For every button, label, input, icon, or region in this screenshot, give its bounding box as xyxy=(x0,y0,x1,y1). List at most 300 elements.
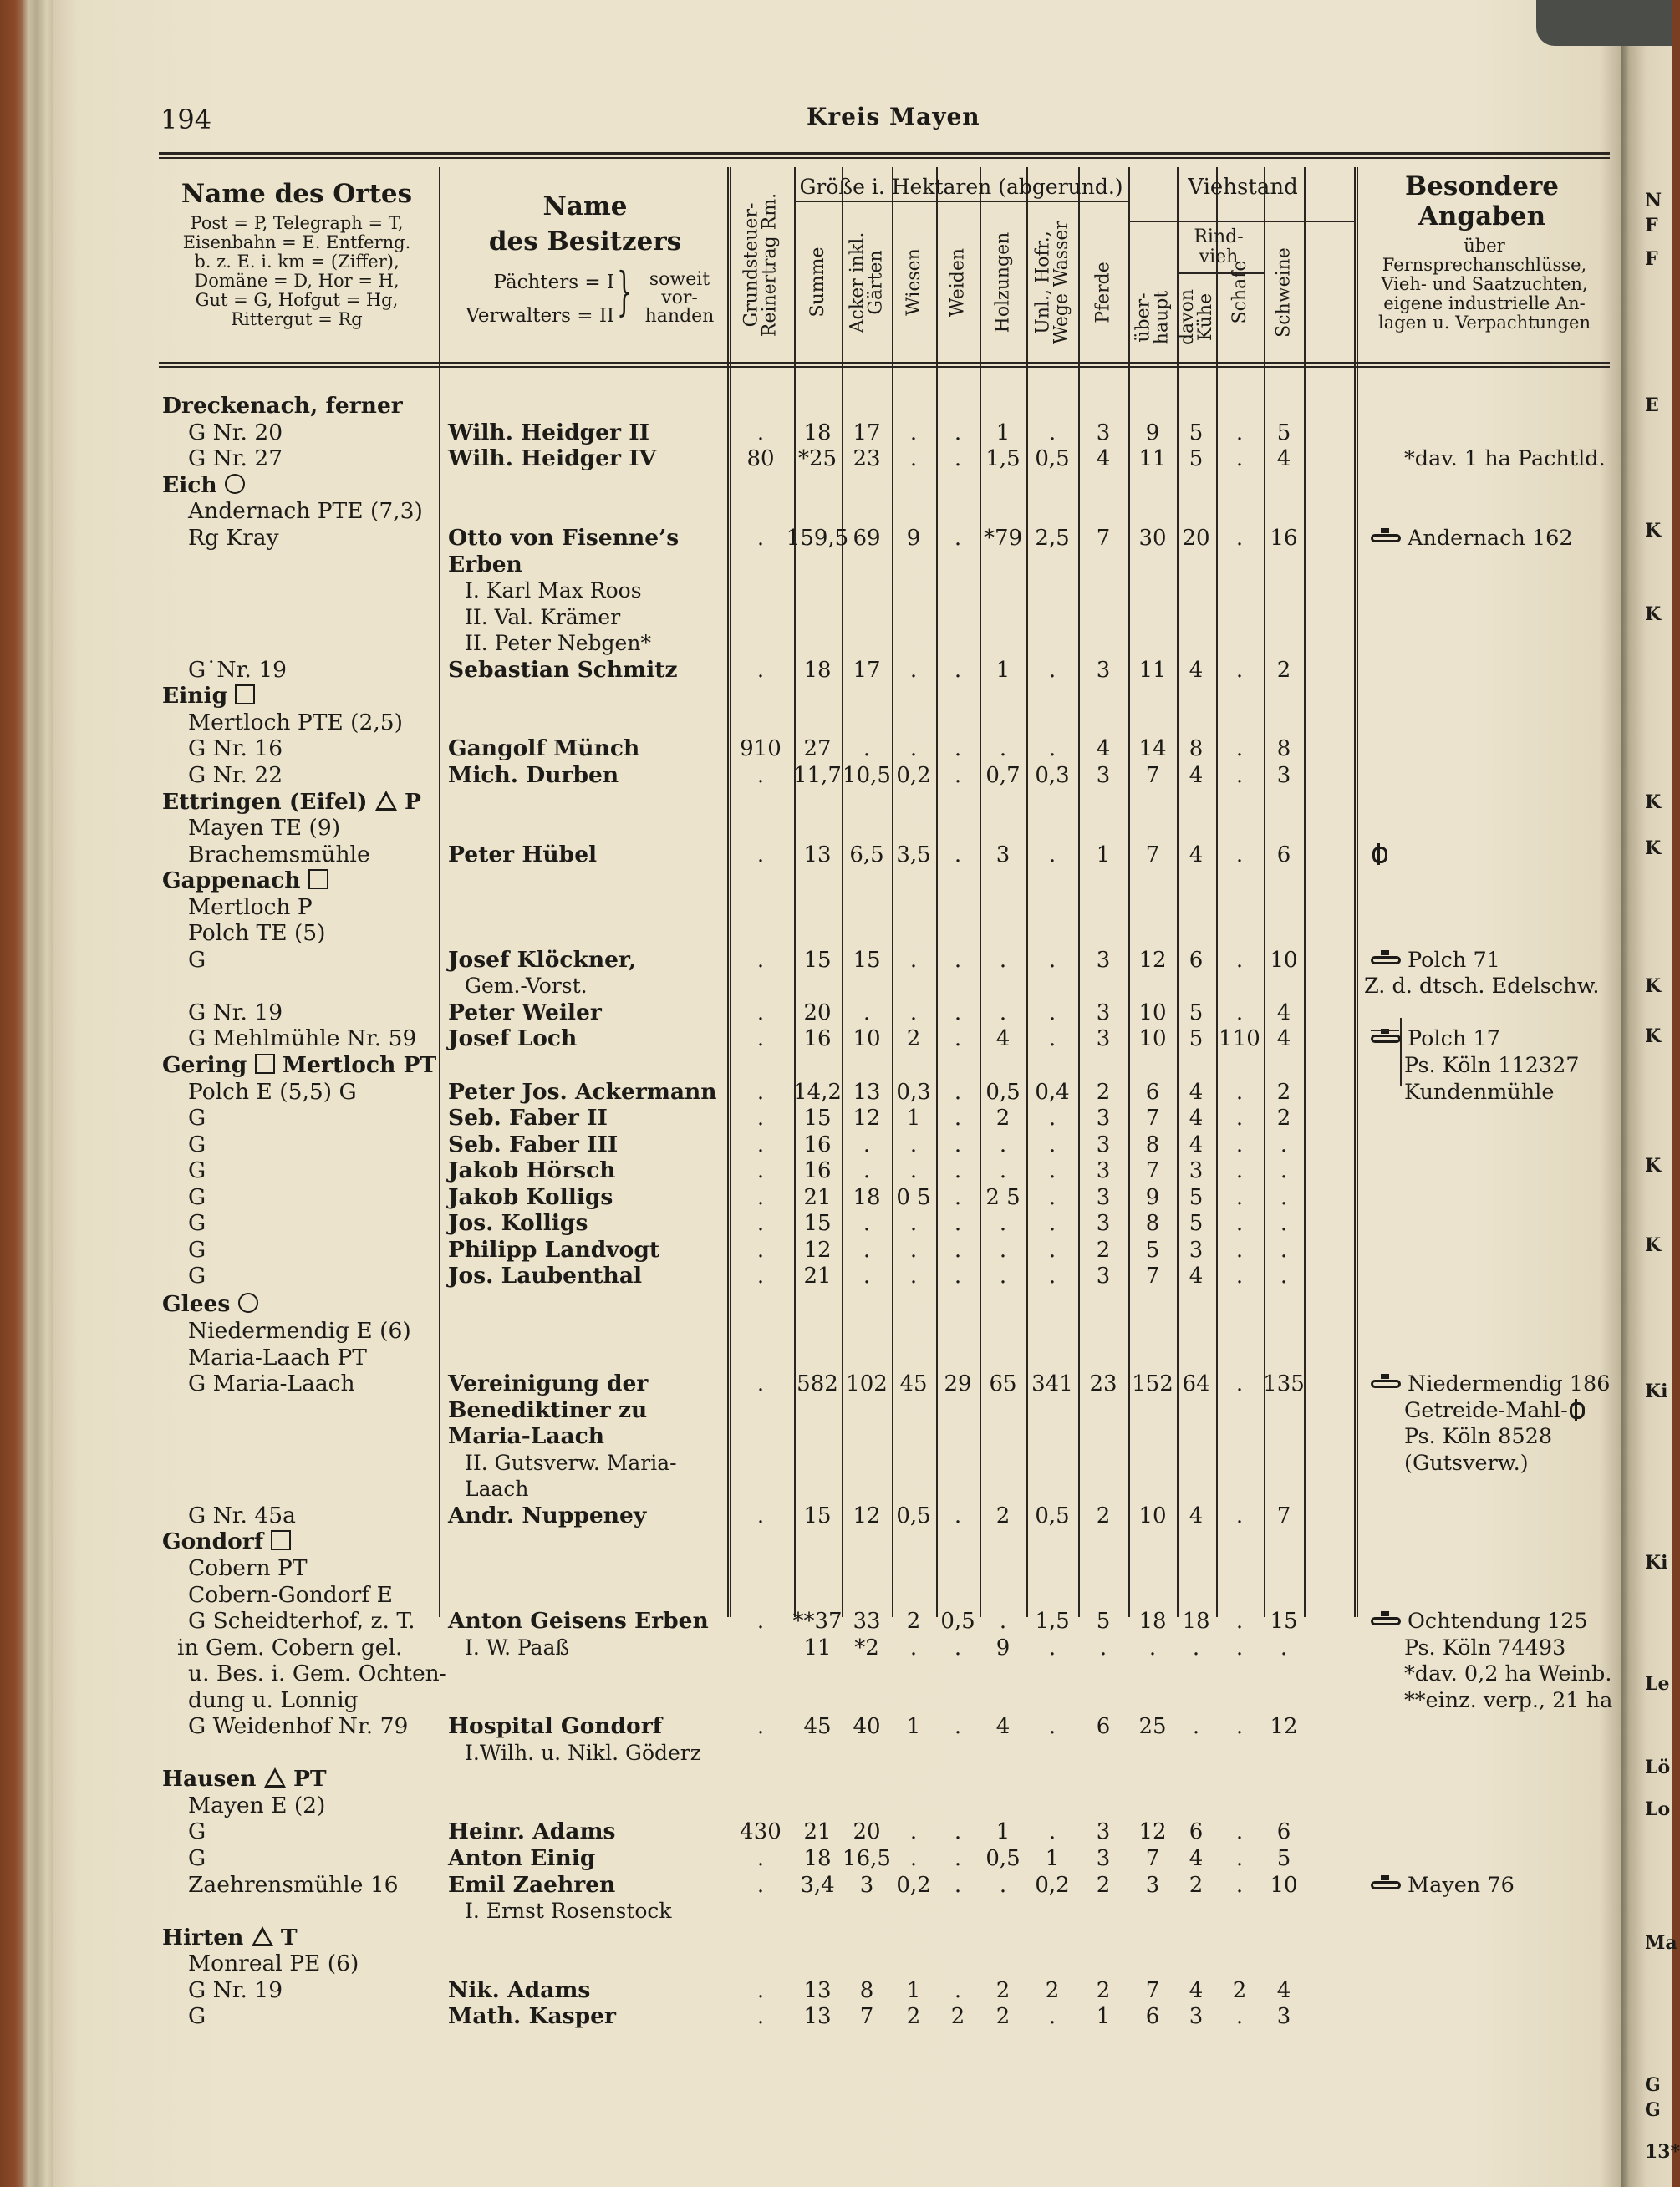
cell-value: . xyxy=(1235,446,1244,472)
cell-value: 0,5 xyxy=(940,1609,975,1635)
row-owner: Gem.-Vorst. xyxy=(465,974,588,999)
cell-value: 5 xyxy=(1096,1609,1111,1635)
note-text: Getreide-Mahl- xyxy=(1404,1397,1568,1423)
next-page-edge xyxy=(1621,0,1672,2187)
cell-value: . xyxy=(1235,1371,1244,1397)
row-ort xyxy=(188,710,403,735)
ort-text: Rg Kray xyxy=(188,525,279,551)
note-text: Ochtendung 125 xyxy=(1408,1609,1588,1635)
column-rule xyxy=(1026,167,1028,1617)
triangle-symbol-icon xyxy=(264,1767,286,1788)
cell-value: 14 xyxy=(1138,736,1167,762)
note-text: Kundenmühle xyxy=(1404,1079,1555,1105)
besondere-legend-line: lagen u. Verpachtungen xyxy=(1377,313,1591,333)
column-rule xyxy=(842,167,843,1617)
row-note xyxy=(1371,1609,1588,1634)
cell-value: 0,3 xyxy=(896,1079,931,1105)
ort-text: G Weidenhof Nr. 79 xyxy=(188,1713,409,1740)
cell-value: 110 xyxy=(1219,1026,1260,1052)
ort-text: Dreckenach, ferner xyxy=(162,393,403,420)
rotated-header xyxy=(1176,277,1216,358)
cell-value: . xyxy=(954,1211,962,1237)
cell-value: 3 xyxy=(1096,420,1111,445)
cell-value: . xyxy=(954,736,962,762)
ort-text: G Nr. 19 xyxy=(188,1976,283,2003)
cell-value: 15 xyxy=(803,1503,832,1528)
square-symbol-icon xyxy=(271,1530,291,1550)
row-owner: Vereinigung der xyxy=(448,1371,649,1397)
cell-value: 3 xyxy=(1096,1264,1111,1289)
cell-value: . xyxy=(999,999,1007,1025)
cell-value: . xyxy=(954,1132,962,1157)
ort-text: G Scheidterhof, z. T. xyxy=(188,1608,415,1635)
cell-value: 5 xyxy=(1276,1846,1291,1872)
cell-value: 0,7 xyxy=(985,762,1021,788)
cell-value: . xyxy=(909,446,918,472)
square-symbol-icon xyxy=(235,684,255,704)
cell-value: . xyxy=(954,1977,962,2003)
row-owner: Wilh. Heidger II xyxy=(448,419,650,445)
cell-value: 20 xyxy=(1182,526,1210,551)
cell-value: 430 xyxy=(740,1819,781,1845)
cell-value: . xyxy=(954,1264,962,1289)
cell-value: 135 xyxy=(1263,1371,1305,1397)
row-owner: Nik. Adams xyxy=(448,1976,591,2003)
cell-value: . xyxy=(863,1237,871,1263)
row-owner: Seb. Faber II xyxy=(448,1105,608,1132)
telephone-icon xyxy=(1371,954,1401,967)
cell-value: 5 xyxy=(1189,1026,1204,1052)
cell-value: . xyxy=(954,1819,962,1845)
column-rule xyxy=(1078,167,1080,1617)
cell-value: 3 xyxy=(1096,1211,1111,1237)
cell-value: 5 xyxy=(1189,999,1204,1025)
cell-value: 3 xyxy=(1096,947,1111,973)
cell-value: . xyxy=(756,1079,765,1105)
next-page-letter: K xyxy=(1645,1155,1662,1177)
header-soweit-3: handen xyxy=(644,306,715,327)
rotated-header-line: Unl., Hofr., xyxy=(1032,230,1053,334)
cell-value: . xyxy=(1048,947,1056,973)
cell-value: . xyxy=(756,1714,765,1740)
cell-value: . xyxy=(863,736,871,762)
row-ort xyxy=(162,868,328,893)
row-ort xyxy=(188,1026,416,1051)
cell-value: . xyxy=(1235,1872,1244,1898)
cell-value: 2 xyxy=(950,2004,965,2030)
next-page-letter: Ki xyxy=(1645,1552,1668,1574)
row-ort xyxy=(188,895,313,920)
cell-value: 7 xyxy=(1145,762,1160,788)
column-rule xyxy=(1216,167,1218,1617)
besondere-legend-line: über xyxy=(1464,236,1505,256)
rotated-header-line: Wege Wasser xyxy=(1051,220,1072,344)
cell-value: 3 xyxy=(1096,1106,1111,1132)
cell-value: . xyxy=(1048,736,1056,762)
row-owner: Josef Klöckner, xyxy=(448,946,637,973)
column-rule xyxy=(1264,167,1265,1617)
cell-value: 5 xyxy=(1189,1211,1204,1237)
ort-text: u. Bes. i. Gem. Ochten- xyxy=(188,1661,447,1687)
cell-value: 15 xyxy=(803,947,832,973)
cell-value: 6 xyxy=(1096,1714,1111,1740)
cell-value: . xyxy=(1048,657,1056,683)
cell-value: 4 xyxy=(1189,1132,1204,1157)
next-page-letter: F xyxy=(1645,248,1658,270)
next-page-letter: Lö xyxy=(1645,1757,1671,1778)
row-ort xyxy=(188,1951,359,1976)
cell-value: 69 xyxy=(853,526,881,551)
cell-value: 2 xyxy=(1096,1977,1111,2003)
row-owner: Anton Geisens Erben xyxy=(448,1608,709,1635)
cell-value: . xyxy=(909,947,918,973)
ort-text: G Nr. 16 xyxy=(188,735,283,762)
cell-value: 0,5 xyxy=(1035,446,1070,472)
cell-value: . xyxy=(954,1026,962,1052)
ort-suffix: P xyxy=(405,788,421,815)
row-ort xyxy=(188,1264,206,1289)
cell-value: . xyxy=(1235,1132,1244,1157)
cell-value: . xyxy=(756,999,765,1025)
cell-value: 10 xyxy=(1138,999,1167,1025)
next-page-letter: Le xyxy=(1645,1673,1670,1695)
cell-value: . xyxy=(1235,1264,1244,1289)
cell-value: . xyxy=(909,1237,918,1263)
cell-value: . xyxy=(1235,842,1244,867)
square-symbol-icon xyxy=(308,869,328,889)
cell-value: . xyxy=(954,1184,962,1210)
cell-value: 5 xyxy=(1276,420,1291,445)
row-note xyxy=(1404,446,1606,471)
header-bottom-rule xyxy=(159,362,1610,364)
note-text: **einz. verp., 21 ha xyxy=(1404,1687,1613,1713)
cell-value: . xyxy=(1280,1184,1288,1210)
header-ort-title: Name des Ortes xyxy=(181,179,413,209)
besitzer-right-short xyxy=(730,167,731,1617)
cell-value: 4 xyxy=(1189,1503,1204,1528)
cell-value: . xyxy=(1048,1635,1056,1661)
cell-value: 18 xyxy=(1138,1609,1167,1635)
cell-value: 20 xyxy=(853,1819,881,1845)
cell-value: . xyxy=(1235,2004,1244,2030)
row-owner: Sebastian Schmitz xyxy=(448,656,678,683)
ort-text: Cobern-Gondorf E xyxy=(188,1581,393,1608)
ort-suffix: PT xyxy=(293,1766,327,1793)
row-ort xyxy=(188,499,423,524)
next-page-letter: Ma xyxy=(1645,1932,1677,1954)
cell-value: . xyxy=(863,1158,871,1184)
cell-value: . xyxy=(1235,1237,1244,1263)
row-ort xyxy=(162,684,255,709)
cell-value: . xyxy=(1235,1714,1244,1740)
cell-value: . xyxy=(1148,1635,1157,1661)
row-note xyxy=(1404,1080,1554,1105)
cell-value: . xyxy=(954,1158,962,1184)
telephone-icon xyxy=(1371,1615,1401,1628)
cell-value: . xyxy=(954,999,962,1025)
cell-value: . xyxy=(954,762,962,788)
row-owner: Peter Hübel xyxy=(448,841,598,867)
column-rule xyxy=(892,167,893,1617)
cell-value: 9 xyxy=(906,526,921,551)
cell-value: . xyxy=(1280,1237,1288,1263)
cell-value: . xyxy=(954,526,962,551)
cell-value: 8 xyxy=(1145,1132,1160,1157)
next-page-letter: G xyxy=(1645,2099,1661,2121)
cell-value: 4 xyxy=(1276,1026,1291,1052)
row-ort xyxy=(188,1846,206,1871)
cell-value: . xyxy=(1048,1714,1056,1740)
row-owner: Maria-Laach xyxy=(448,1423,605,1450)
cell-value: . xyxy=(756,657,765,683)
rotated-header-line: Summe xyxy=(807,247,828,318)
cell-value: 8 xyxy=(1276,736,1291,762)
rotated-header xyxy=(1266,226,1301,358)
cell-value: 7 xyxy=(1145,1158,1160,1184)
cell-value: . xyxy=(756,1264,765,1289)
cell-value: . xyxy=(756,1237,765,1263)
cell-value: 4 xyxy=(1276,1977,1291,2003)
cell-value: . xyxy=(909,657,918,683)
cell-value: . xyxy=(954,842,962,867)
cell-value: 16 xyxy=(803,1158,832,1184)
row-note xyxy=(1404,1053,1580,1078)
column-rule xyxy=(1128,167,1130,1617)
cell-value: 45 xyxy=(899,1371,928,1397)
ort-legend-line: Gut = G, Hofgut = Hg, xyxy=(195,290,399,310)
row-owner: II. Val. Krämer xyxy=(465,604,621,629)
cell-value: . xyxy=(1280,1211,1288,1237)
cell-value: 6 xyxy=(1276,1819,1291,1845)
circle-symbol-icon xyxy=(238,1293,258,1313)
cell-value: 17 xyxy=(853,420,881,445)
cell-value: 11 xyxy=(1138,446,1167,472)
cell-value: . xyxy=(756,1846,765,1872)
cell-value: 4 xyxy=(1276,446,1291,472)
row-owner: Philipp Landvogt xyxy=(448,1236,660,1263)
cell-value: 23 xyxy=(853,446,881,472)
mill-wheel-icon xyxy=(1568,1399,1585,1421)
cell-value: . xyxy=(954,1503,962,1528)
cell-value: 3 xyxy=(1096,1132,1111,1157)
row-note xyxy=(1404,1688,1612,1713)
cell-value: . xyxy=(1048,420,1056,445)
cell-value: 10 xyxy=(1138,1026,1167,1052)
row-owner: Erben xyxy=(448,551,522,577)
column-rule xyxy=(1354,167,1356,1617)
cell-value: . xyxy=(1235,1184,1244,1210)
cell-value: *25 xyxy=(797,446,837,472)
rotated-header xyxy=(1081,226,1126,358)
ort-text: Polch E (5,5) G xyxy=(188,1078,357,1105)
row-owner: Benediktiner zu xyxy=(448,1396,648,1423)
besondere-legend-line: Fernsprechanschlüsse, xyxy=(1382,255,1587,275)
cell-value: 80 xyxy=(746,446,775,472)
rotated-header-line: Pferde xyxy=(1092,261,1113,323)
cell-value: . xyxy=(1099,1635,1107,1661)
rotated-header xyxy=(894,206,934,358)
cell-value: 1 xyxy=(995,1819,1011,1845)
cell-value: . xyxy=(999,1609,1007,1635)
cell-value: . xyxy=(909,1819,918,1845)
note-text: Ps. Köln 8528 xyxy=(1404,1424,1553,1450)
rotated-header xyxy=(1219,226,1261,358)
next-page-letter: K xyxy=(1645,837,1662,859)
cell-value: 10 xyxy=(1138,1503,1167,1528)
cell-value: . xyxy=(1235,1846,1244,1872)
cell-value: 16,5 xyxy=(843,1846,891,1872)
cell-value: . xyxy=(1048,1211,1056,1237)
cell-value: . xyxy=(1280,1132,1288,1157)
row-ort xyxy=(188,1873,399,1898)
page-number: 194 xyxy=(160,104,212,135)
ort-text: G Nr. 19 xyxy=(188,999,283,1025)
cell-value: 1 xyxy=(906,1106,921,1132)
cell-value: 1 xyxy=(906,1714,921,1740)
ort-text: G xyxy=(188,1263,206,1289)
rotated-header-line: Schweine xyxy=(1273,247,1294,338)
cell-value: 4 xyxy=(1189,1079,1204,1105)
row-owner: Gangolf Münch xyxy=(448,735,640,762)
cell-value: 6 xyxy=(1276,842,1291,867)
cell-value: 15 xyxy=(853,947,881,973)
ort-text: Mayen TE (9) xyxy=(188,815,341,842)
cell-value: 12 xyxy=(853,1503,881,1528)
cell-value: . xyxy=(909,1158,918,1184)
cell-value: 5 xyxy=(1189,446,1204,472)
ort-suffix: T xyxy=(280,1924,298,1950)
ort-suffix: Mertloch PT xyxy=(282,1052,437,1078)
row-ort xyxy=(162,473,245,498)
cell-value: . xyxy=(1235,1609,1244,1635)
cell-value: 2 xyxy=(1096,1237,1111,1263)
row-note xyxy=(1404,1424,1552,1449)
groesse-subrule xyxy=(794,201,1128,202)
cell-value: . xyxy=(756,1184,765,1210)
cell-value: . xyxy=(954,1079,962,1105)
ort-text: Maria-Laach PT xyxy=(188,1344,367,1371)
telephone-icon xyxy=(1371,531,1401,545)
column-rule xyxy=(1177,167,1179,1617)
row-ort xyxy=(188,763,283,788)
cell-value: 2 xyxy=(995,1106,1011,1132)
note-text: Mayen 76 xyxy=(1408,1872,1515,1898)
note-text: Z. d. dtsch. Edelschw. xyxy=(1364,974,1600,999)
cell-value: . xyxy=(954,446,962,472)
top-rule-2 xyxy=(159,157,1610,159)
row-ort xyxy=(188,446,283,471)
cell-value: 0,5 xyxy=(896,1503,931,1528)
cell-value: 3 xyxy=(1096,1158,1111,1184)
row-owner: Peter Weiler xyxy=(448,999,602,1025)
cell-value: 4 xyxy=(1189,1977,1204,2003)
cell-value: 1,5 xyxy=(1035,1609,1070,1635)
rotated-header-line: über- xyxy=(1133,292,1153,343)
next-page-letter: Lo xyxy=(1645,1798,1671,1820)
rotated-header xyxy=(939,206,977,358)
cell-value: . xyxy=(909,1132,918,1157)
ort-text: Monreal PE (6) xyxy=(188,1950,359,1977)
cell-value: 0,5 xyxy=(985,1079,1021,1105)
row-ort xyxy=(162,1053,436,1078)
cell-value: . xyxy=(756,1106,765,1132)
cell-value: 5 xyxy=(1145,1237,1160,1263)
next-page-letter: K xyxy=(1645,520,1662,542)
rotated-header-line: Grundsteuer- xyxy=(741,202,761,327)
row-ort xyxy=(188,1345,367,1371)
rotated-header-line: Gärten xyxy=(865,249,886,315)
ort-text: Andernach PTE (7,3) xyxy=(188,498,423,525)
ort-text: Gappenach xyxy=(162,867,301,894)
cell-value: 7 xyxy=(1145,842,1160,867)
row-ort xyxy=(188,842,370,867)
ort-legend-line: Rittergut = Rg xyxy=(231,309,363,329)
ort-text: G xyxy=(188,1157,206,1184)
rotated-header-line: Schafe xyxy=(1229,260,1250,324)
cell-value: 16 xyxy=(803,1026,832,1052)
next-page-letter: K xyxy=(1645,1234,1662,1256)
cell-value: 7 xyxy=(1276,1503,1291,1528)
ort-legend-line: Domäne = D, Hor = H, xyxy=(194,271,400,291)
cell-value: . xyxy=(999,1237,1007,1263)
cell-value: . xyxy=(1280,1635,1288,1661)
cell-value: . xyxy=(1235,1106,1244,1132)
cell-value: *79 xyxy=(983,526,1023,551)
cell-value: 45 xyxy=(803,1714,832,1740)
rotated-header xyxy=(982,206,1024,358)
cell-value: . xyxy=(999,1132,1007,1157)
cell-value: . xyxy=(1048,1132,1056,1157)
row-owner: I. Ernst Rosenstock xyxy=(465,1899,672,1924)
cell-value: 30 xyxy=(1138,526,1167,551)
cell-value: 1 xyxy=(1096,2004,1111,2030)
cell-value: 4 xyxy=(1096,446,1111,472)
cell-value: . xyxy=(1235,1819,1244,1845)
cell-value: . xyxy=(909,736,918,762)
cell-value: 6 xyxy=(1145,1079,1160,1105)
column-rule xyxy=(980,167,981,1617)
cell-value: 17 xyxy=(853,657,881,683)
note-text: Ps. Köln 112327 xyxy=(1404,1053,1580,1078)
next-page-letter: K xyxy=(1645,1025,1662,1047)
ort-text: Gondorf xyxy=(162,1528,264,1555)
header-rindvieh-1: Rind- xyxy=(1194,226,1244,247)
row-owner: Hospital Gondorf xyxy=(448,1713,663,1740)
cell-value: . xyxy=(909,420,918,445)
cell-value: 1 xyxy=(995,420,1011,445)
cell-value: 3 xyxy=(995,842,1011,867)
column-rule xyxy=(439,167,440,1617)
cell-value: 18 xyxy=(803,420,832,445)
cell-value: 13 xyxy=(803,1977,832,2003)
cell-value: 33 xyxy=(853,1609,881,1635)
cell-value: 1 xyxy=(995,657,1011,683)
row-ort xyxy=(162,1767,327,1792)
cell-value: . xyxy=(954,947,962,973)
cell-value: . xyxy=(756,526,765,551)
cell-value: . xyxy=(954,1872,962,1898)
ort-text: Mayen E (2) xyxy=(188,1792,326,1818)
cell-value: 3,4 xyxy=(800,1872,835,1898)
row-ort xyxy=(188,1556,308,1581)
cell-value: 1 xyxy=(1045,1846,1060,1872)
cell-value: . xyxy=(999,1872,1007,1898)
ort-text: G xyxy=(188,1131,206,1157)
cell-value: 7 xyxy=(859,2004,874,2030)
cell-value: . xyxy=(909,999,918,1025)
row-owner: Laach xyxy=(465,1477,529,1502)
cell-value: 582 xyxy=(797,1371,838,1397)
